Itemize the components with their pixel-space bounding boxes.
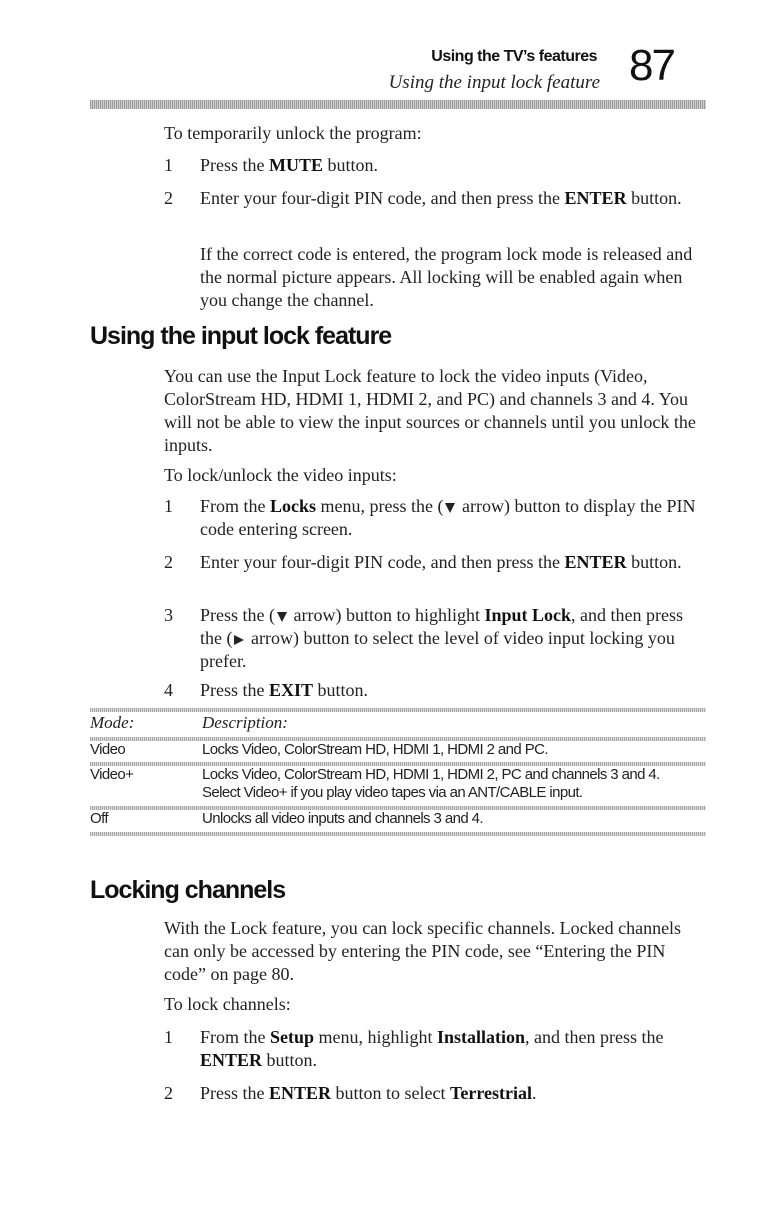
step-text (200, 154, 709, 177)
step-bold-term: EXIT (269, 680, 314, 700)
step-number: 2 (164, 552, 173, 572)
step-text (200, 604, 709, 673)
step-number: 1 (164, 496, 173, 516)
step-bold-term: MUTE (269, 155, 323, 175)
down-arrow-icon (445, 503, 455, 513)
running-subhead: Using the input lock feature (388, 72, 600, 93)
step-bold-term: Setup (270, 1027, 315, 1047)
step-bold-term: Locks (270, 496, 317, 516)
step-text (200, 551, 709, 574)
step-text-part: . (531, 1083, 537, 1103)
table-rule (90, 832, 706, 836)
input-lock-steps-intro: To lock/unlock the video inputs: (164, 465, 397, 485)
step-text-part: Enter your four-digit PIN code, and then press the (200, 552, 565, 572)
table-rule (90, 708, 706, 712)
step-bold-term: Terrestrial (450, 1083, 532, 1103)
running-head: Using the TV’s features (431, 48, 597, 65)
step-number: 1 (164, 1027, 173, 1047)
right-arrow-icon (234, 635, 244, 645)
step-text-part: arrow) button to display the PIN code entering screen. (200, 496, 696, 539)
step-text-part: menu, highlight (314, 1027, 438, 1047)
locking-channels-intro: With the Lock feature, you can lock specific channels. Locked channels can only be accessed by entering the PIN code, see “Entering the PIN code” on page 80. (164, 918, 682, 984)
down-arrow-icon (277, 612, 287, 622)
step-text-part: button to select (331, 1083, 450, 1103)
step-bold-term: ENTER (564, 188, 627, 208)
step-text-part: button. (313, 680, 369, 700)
page-header (0, 41, 774, 104)
step-text-part: button. (262, 1050, 318, 1070)
table-cell-line: Locks Video, ColorStream HD, HDMI 1, HDMI 2, PC and channels 3 and 4. (202, 766, 660, 783)
step-text-part: Enter your four-digit PIN code, and then press the (200, 188, 565, 208)
step-number: 3 (164, 605, 173, 625)
table-header-mode: Mode: (90, 713, 135, 732)
step-bold-term: Input Lock (484, 605, 572, 625)
step-bold-term: ENTER (200, 1050, 263, 1070)
header-rule (90, 100, 706, 109)
table-cell-description: Unlocks all video inputs and channels 3 and 4. (202, 810, 483, 827)
step-number: 1 (164, 155, 173, 175)
table-cell-description: Locks Video, ColorStream HD, HDMI 1, HDMI 2 and PC. (202, 741, 548, 758)
step-text-part: Press the (200, 680, 269, 700)
step-text (200, 187, 709, 210)
step-text-part: Press the ( (200, 605, 275, 625)
step-text (200, 1082, 709, 1105)
table-cell-description (202, 766, 706, 802)
unlock-intro: To temporarily unlock the program: (164, 123, 422, 143)
step-bold-term: ENTER (564, 552, 627, 572)
input-lock-heading: Using the input lock feature (90, 322, 392, 350)
page-number: 87 (629, 41, 674, 90)
step-text-part: button. (323, 155, 379, 175)
step-bold-term: Installation (437, 1027, 526, 1047)
step-text-part: arrow) button to highlight (289, 605, 485, 625)
table-cell-line: Select Video+ if you play video tapes via an ANT/CABLE input. (202, 784, 583, 801)
step-text (200, 679, 709, 702)
locking-channels-heading: Locking channels (90, 876, 286, 904)
input-lock-intro: You can use the Input Lock feature to lock the video inputs (Video, ColorStream HD, HDMI 1, HDMI 2, and PC) and channels 3 and 4. You will not be able to view the input sources or channels until you unlock the inputs. (164, 366, 696, 455)
step-text-part: button. (626, 188, 682, 208)
step-bold-term: ENTER (269, 1083, 332, 1103)
table-header-description: Description: (202, 713, 288, 732)
step-text-part: Press the (200, 1083, 269, 1103)
table-cell-mode: Video (90, 741, 126, 758)
unlock-note: If the correct code is entered, the program lock mode is released and the normal picture appears. All locking will be enabled again when you change the channel. (200, 244, 693, 310)
step-number: 4 (164, 680, 173, 700)
step-text-part: Press the (200, 155, 269, 175)
locking-channels-steps-intro: To lock channels: (164, 994, 291, 1014)
step-text-part: From the (200, 1027, 270, 1047)
step-number: 2 (164, 188, 173, 208)
step-text (200, 1026, 709, 1072)
step-text-part: arrow) button to select the level of video input locking you prefer. (200, 628, 675, 671)
step-text-part: menu, press the ( (316, 496, 444, 516)
table-cell-mode: Video+ (90, 766, 134, 783)
step-text-part: From the (200, 496, 270, 516)
table-cell-mode: Off (90, 810, 108, 827)
step-text-part: , and then press the ( (200, 605, 684, 648)
step-number: 2 (164, 1083, 173, 1103)
step-text-part: button. (626, 552, 682, 572)
step-text-part: , and then press the (525, 1027, 664, 1047)
step-text (200, 495, 709, 541)
